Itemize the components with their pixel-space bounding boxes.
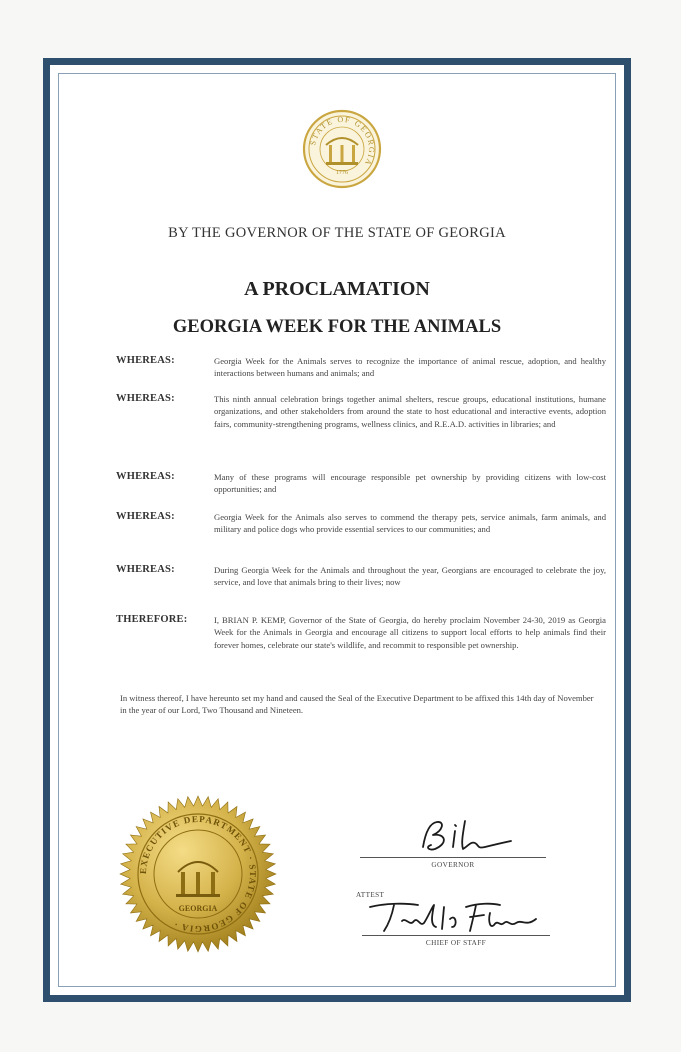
clause-text: Georgia Week for the Animals also serves to commend the therapy pets, service animals, farm animals, and military and police dogs who provide essential services to our communities; and [214, 512, 606, 535]
clause-text: During Georgia Week for the Animals and throughout the year, Georgians are encouraged to celebrate the joy, service, and love that animals bring to their lives; now [214, 565, 606, 588]
clause-text: Many of these programs will encourage responsible pet ownership by providing citizens with low-cost opportunities; and [214, 472, 606, 495]
witness-paragraph: In witness thereof, I have hereunto set my hand and caused the Seal of the Executive Department to be affixed this 14th day of November in the year of our Lord, Two Thousand and Nineteen. [120, 693, 594, 716]
chief-of-staff-caption: CHIEF OF STAFF [425, 939, 487, 947]
clause-label: WHEREAS: [116, 393, 175, 404]
governor-caption: GOVERNOR [431, 861, 475, 869]
attest-label: ATTEST [356, 891, 385, 899]
governor-signature-line [360, 857, 546, 858]
clause-text: Georgia Week for the Animals serves to recognize the importance of animal rescue, adoption, and healthy interactions between humans and animals; and [214, 356, 606, 379]
document-frame [43, 58, 631, 1002]
chief-signature-line [362, 935, 550, 936]
clause-label: WHEREAS: [116, 564, 175, 575]
governor-heading: BY THE GOVERNOR OF THE STATE OF GEORGIA [168, 225, 506, 241]
gold-seal-ring-text: EXECUTIVE DEPARTMENT · STATE OF GEORGIA · [137, 813, 259, 935]
executive-department-gold-seal-icon [118, 794, 278, 954]
state-seal-icon [302, 109, 382, 189]
proclamation-title: A PROCLAMATION [244, 278, 430, 300]
clause-3 [116, 471, 606, 496]
clause-1 [116, 355, 606, 380]
clause-text: This ninth annual celebration brings together animal shelters, rescue groups, educational institutions, humane organizations, and other stakeholders from around the state to host educational and interactive events, adoption fairs, community-strengthening programs, wellness clinics, and R.E.A.D. activities in libraries; and [214, 394, 606, 429]
clause-label: WHEREAS: [116, 355, 175, 366]
clause-label: WHEREAS: [116, 471, 175, 482]
clause-6 [116, 614, 606, 651]
seal-ring-text: STATE OF GEORGIA [308, 114, 377, 168]
seal-year: 1776 [336, 170, 348, 176]
clause-2 [116, 393, 606, 430]
gold-seal-bottom-text: GEORGIA [178, 904, 218, 913]
clause-5 [116, 564, 606, 589]
chief-of-staff-signature-icon [366, 897, 551, 937]
clause-4 [116, 511, 606, 536]
clause-label: THEREFORE: [116, 614, 188, 625]
proclamation-subtitle: GEORGIA WEEK FOR THE ANIMALS [172, 317, 502, 337]
governor-signature-icon [415, 817, 525, 857]
clause-label: WHEREAS: [116, 511, 175, 522]
clause-text: I, BRIAN P. KEMP, Governor of the State of Georgia, do hereby proclaim November 24-30, 2019 as Georgia Week for the Animals in Georgia and encourage all citizens to support local efforts to help animals find their forever homes, celebrate our state's wildlife, and recommit to responsible pet ownership. [214, 615, 606, 650]
